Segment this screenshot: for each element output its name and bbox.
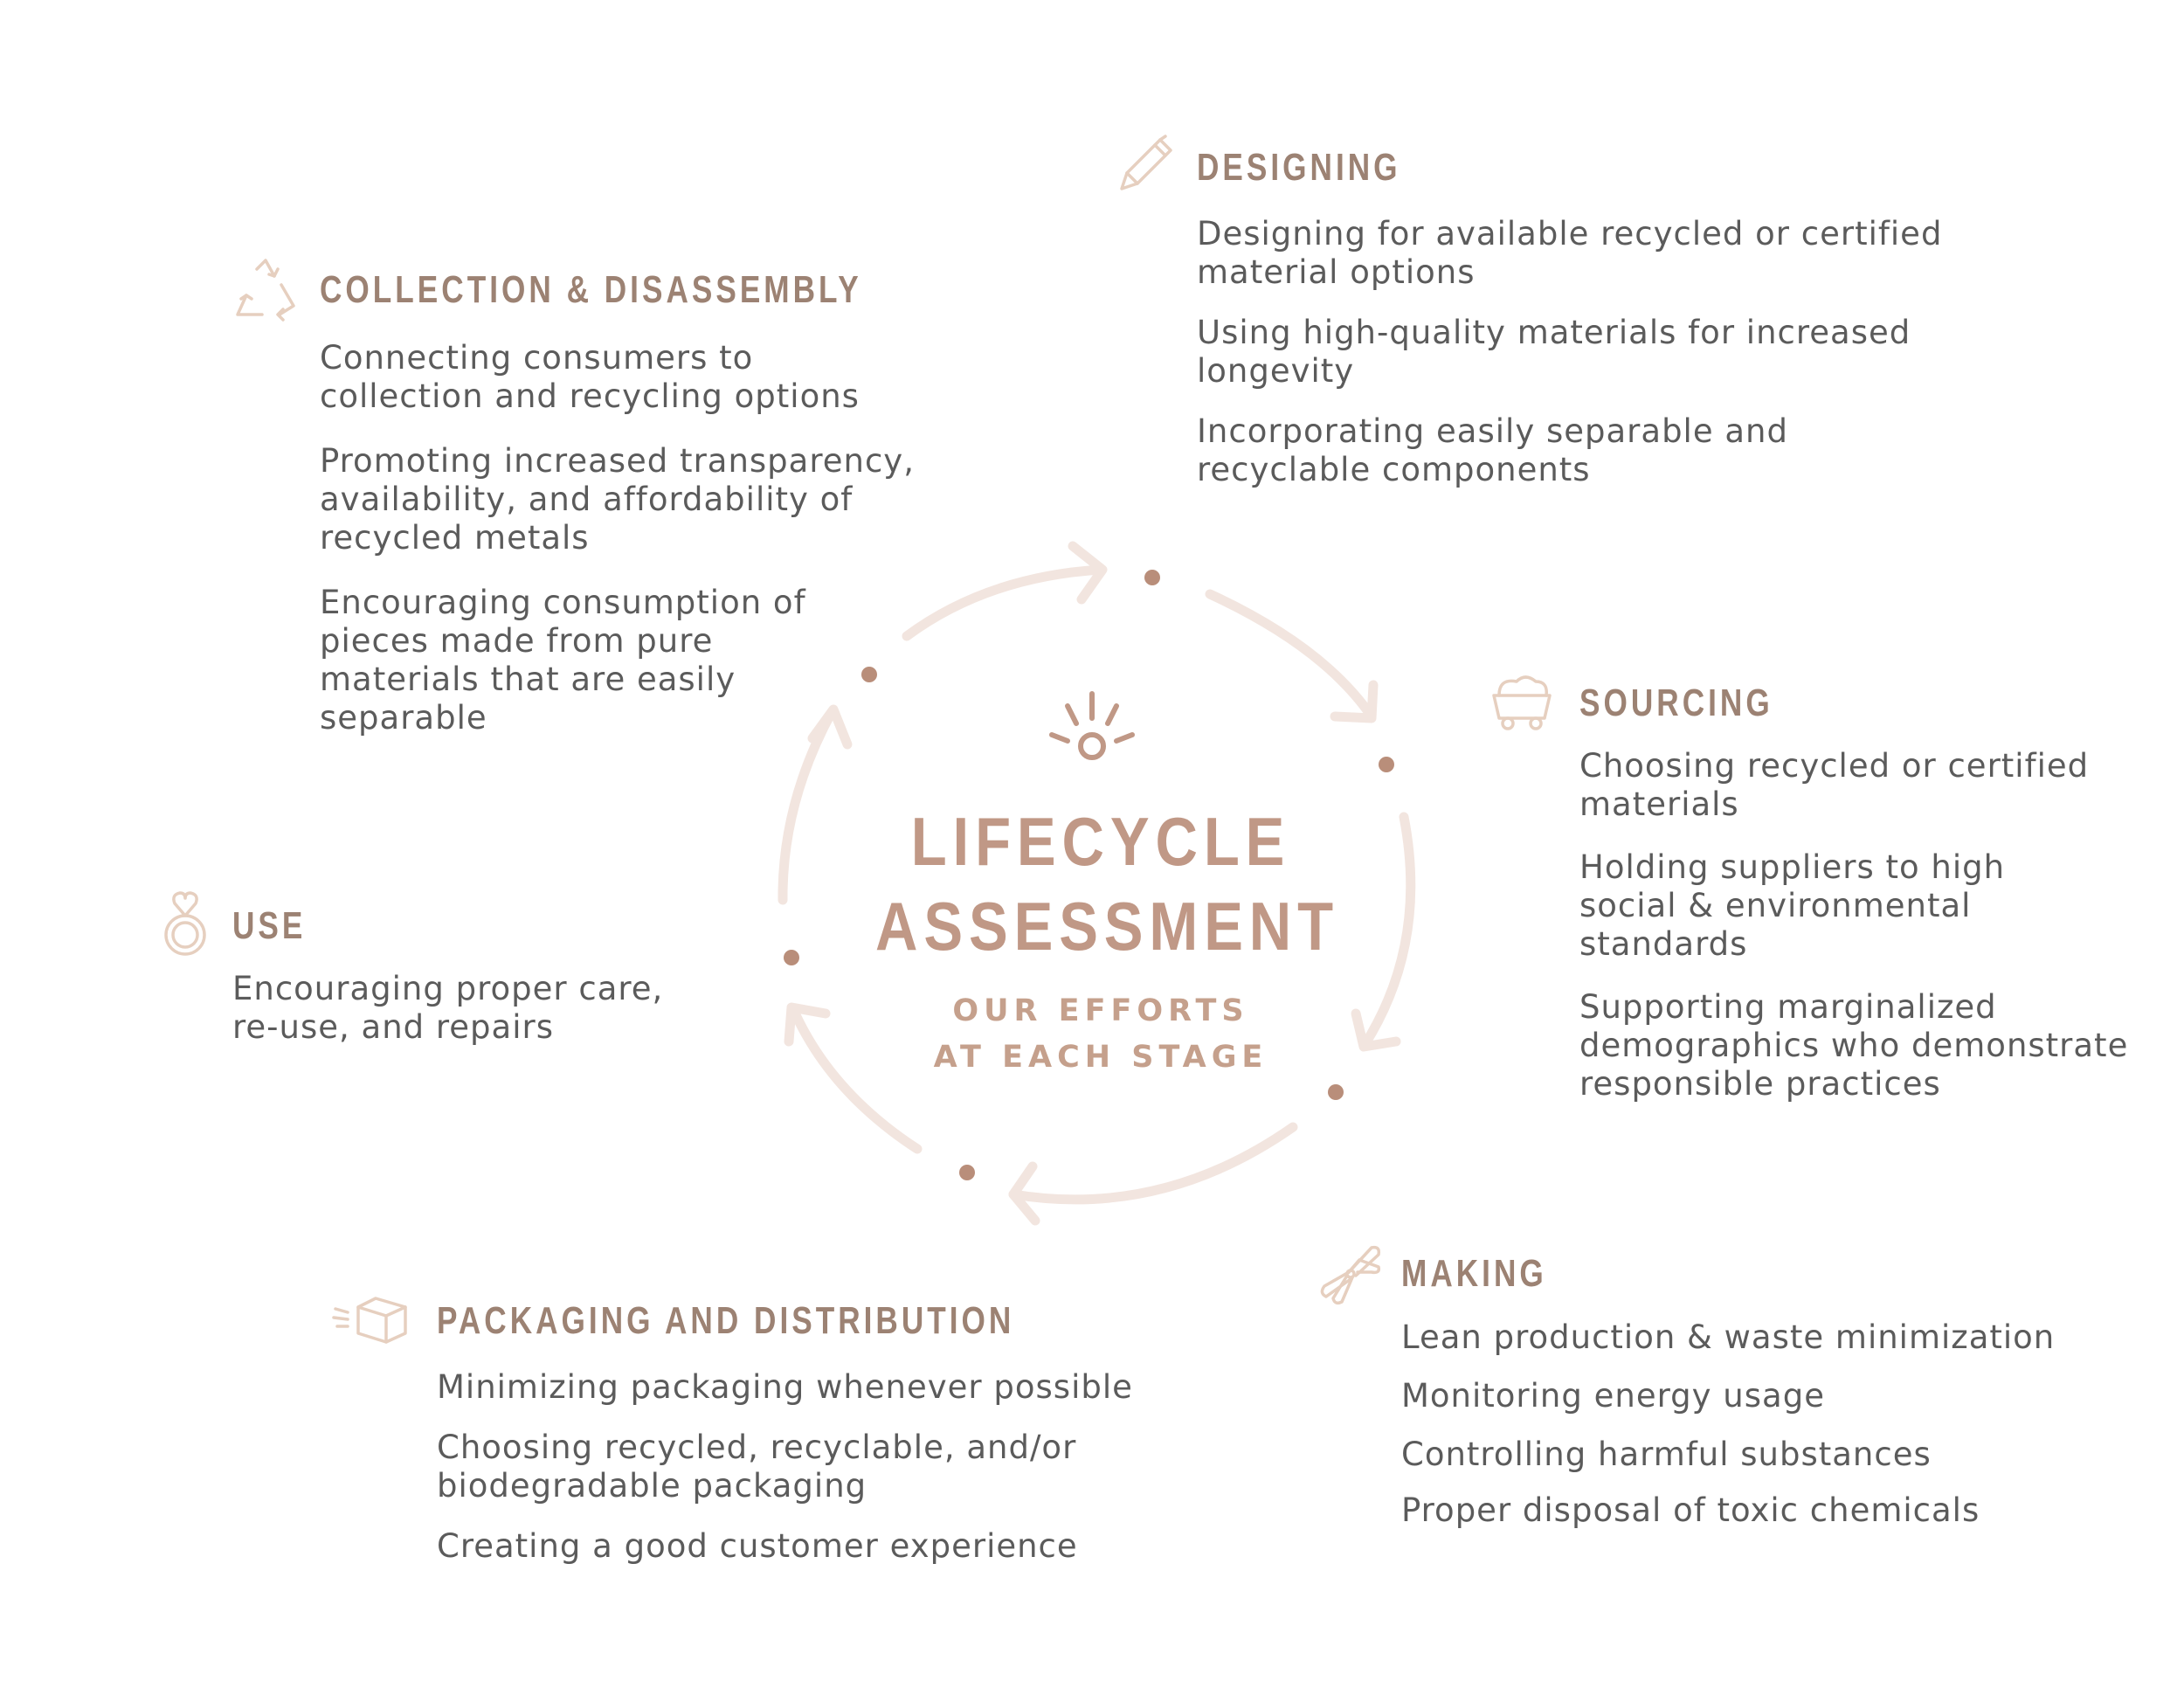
collection-item: Connecting consumers to collection and recycling options [320,339,860,415]
ring-icon [161,889,210,958]
sourcing-items [1579,747,2128,1104]
packaging-items [437,1368,1133,1566]
cycle-dot-making [1328,1084,1344,1100]
cycle-dot-designing [1144,570,1160,585]
pliers-icon [1317,1241,1384,1307]
making-item: Lean production & waste minimization [1401,1318,2056,1356]
cycle-arrow-to-collection [783,712,832,900]
making-item: Monitoring energy usage [1401,1377,1825,1415]
stage-title-packaging: PACKAGING AND DISTRIBUTION [437,1299,1015,1342]
making-items [1401,1318,2055,1530]
use-item: Encouraging proper care, re-use, and repairs [232,970,664,1046]
cycle-dot-packaging [959,1165,975,1180]
stage-title-designing: DESIGNING [1197,146,1401,189]
stage-title-making: MAKING [1401,1252,1547,1295]
center-title-line2: ASSESSMENT [875,888,1339,965]
center-title-line1: LIFECYCLE [910,803,1291,880]
making-item: Proper disposal of toxic chemicals [1401,1491,1980,1529]
cycle-dot-use [784,950,799,965]
recycle-icon [232,257,299,323]
stage-title-use: USE [232,904,307,947]
collection-item: Encouraging consumption of pieces made from pure materials that are easily separable [320,584,806,737]
center-subtitle-line2: AT EACH STAGE [933,1040,1268,1075]
cycle-arrow-to-making [1365,817,1411,1045]
sun-icon [1045,687,1139,765]
stage-title-sourcing: SOURCING [1579,681,1773,724]
packaging-item: Minimizing packaging whenever possible [437,1368,1133,1406]
collection-items [320,339,915,737]
center-subtitle-line1: OUR EFFORTS [952,993,1249,1028]
collection-item: Promoting increased transparency, availability, and affordability of recycled metals [320,442,915,557]
sourcing-item: Holding suppliers to high social & environmental standards [1579,848,2006,963]
cycle-arrow-to-designing [907,570,1101,636]
mine-cart-icon [1490,671,1553,732]
cycle-arrow-to-sourcing [1210,594,1372,716]
pencil-icon [1116,133,1178,194]
use-items [232,970,663,1047]
cycle-arrow-to-packaging [1013,1127,1293,1200]
designing-items [1197,215,1942,489]
packaging-item: Choosing recycled, recyclable, and/or biodegradable packaging [437,1429,1077,1505]
packaging-item: Creating a good customer experience [437,1527,1078,1565]
sourcing-item: Choosing recycled or certified materials [1579,747,2090,823]
cycle-dot-sourcing [1379,757,1394,772]
designing-item: Using high-quality materials for increased longevity [1197,314,1911,390]
stage-title-collection: COLLECTION & DISASSEMBLY [320,268,862,311]
designing-item: Incorporating easily separable and recyclable components [1197,412,1788,488]
sourcing-item: Supporting marginalized demographics who demonstrate responsible practices [1579,988,2129,1103]
box-icon [332,1293,411,1346]
making-item: Controlling harmful substances [1401,1436,1932,1473]
designing-item: Designing for available recycled or certified material options [1197,215,1943,291]
